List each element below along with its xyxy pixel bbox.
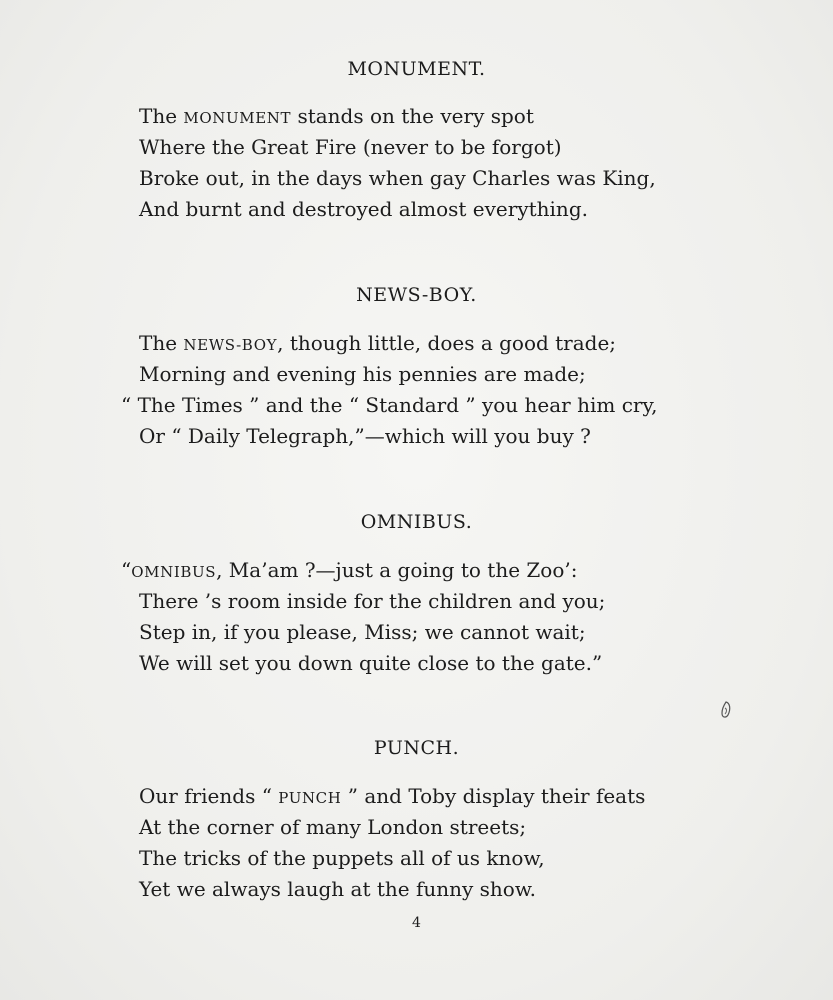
verse-line: We will set you down quite close to the gate.”	[139, 651, 603, 675]
section-title-omnibus: OMNIBUS.	[360, 511, 473, 533]
ink-smudge-mark	[718, 700, 734, 720]
stanza-monument	[139, 101, 759, 225]
verse-line: There ’s room inside for the children and you;	[139, 589, 606, 613]
verse-line: Our friends “ PUNCH ” and Toby display their feats	[139, 784, 646, 808]
stanza-omnibus	[121, 555, 759, 679]
verse-line: Step in, if you please, Miss; we cannot wait;	[139, 620, 586, 644]
verse-line: At the corner of many London streets;	[139, 815, 527, 839]
verse-line: The NEWS-BOY, though little, does a good trade;	[139, 331, 617, 355]
verse-line: The tricks of the puppets all of us know,	[139, 846, 545, 870]
small-caps-term: MONUMENT	[183, 109, 292, 127]
section-title-monument: MONUMENT.	[347, 58, 486, 80]
stanza-news-boy	[121, 328, 759, 452]
verse-line: And burnt and destroyed almost everything.	[139, 197, 588, 221]
small-caps-term: PUNCH	[278, 789, 342, 807]
stanza-punch	[139, 781, 759, 905]
section-title-punch: PUNCH.	[373, 737, 460, 759]
page-number: 4	[412, 915, 421, 931]
verse-line: Yet we always laugh at the funny show.	[139, 877, 536, 901]
verse-line: Where the Great Fire (never to be forgot)	[139, 135, 562, 159]
verse-line: “ The Times ” and the “ Standard ” you hear him cry,	[121, 393, 658, 417]
verse-line: The MONUMENT stands on the very spot	[139, 104, 534, 128]
small-caps-term: NEWS-BOY	[183, 336, 278, 354]
verse-line: Morning and evening his pennies are made;	[139, 362, 586, 386]
section-title-news-boy: NEWS-BOY.	[356, 284, 477, 306]
verse-line: Broke out, in the days when gay Charles was King,	[139, 166, 656, 190]
verse-line: “OMNIBUS, Ma’am ?—just a going to the Zoo’:	[121, 558, 578, 582]
verse-line: Or “ Daily Telegraph,”—which will you buy ?	[139, 424, 591, 448]
small-caps-term: OMNIBUS	[131, 563, 217, 581]
